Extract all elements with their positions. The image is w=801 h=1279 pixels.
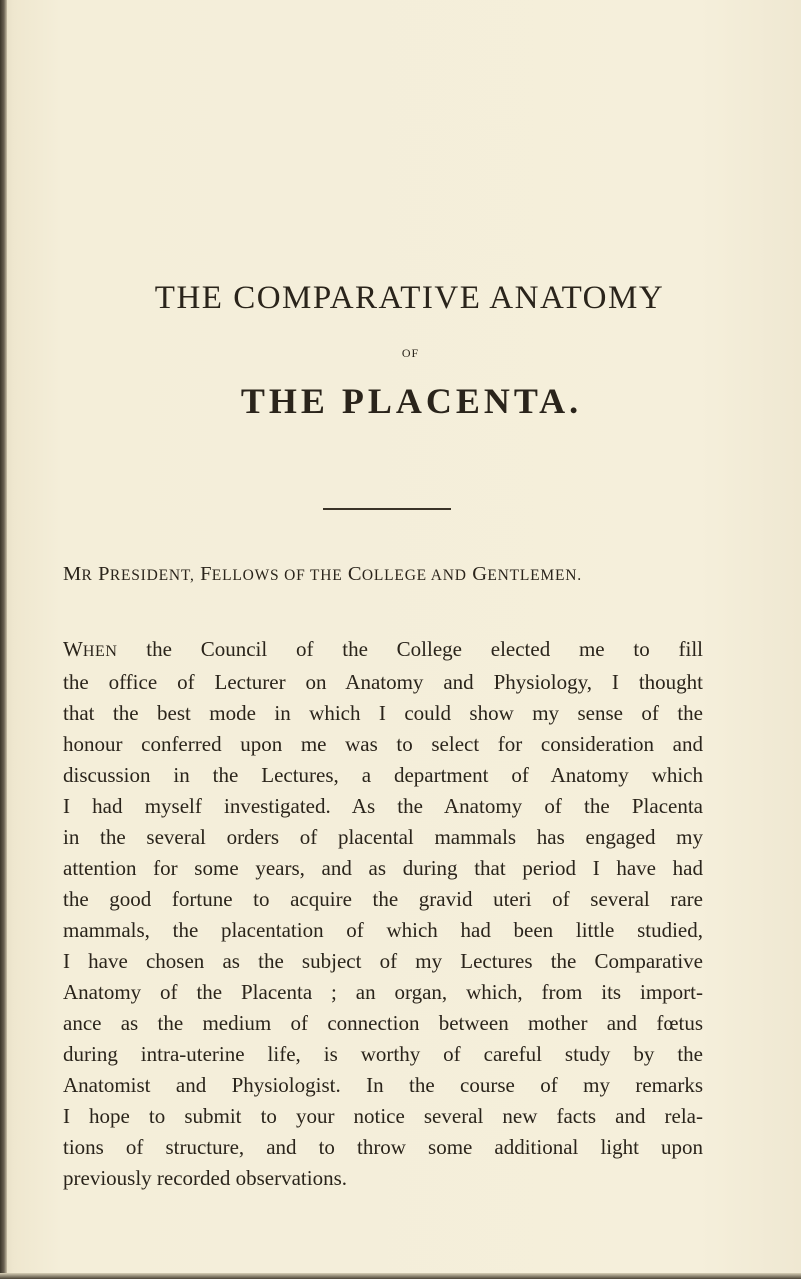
salutation-word: GENTLEMEN.: [472, 563, 582, 585]
paragraph-line: I have chosen as the subject of my Lectures the Comparative: [63, 949, 703, 973]
paragraph-line: discussion in the Lectures, a department of Anatomy which: [63, 763, 703, 787]
title-divider-rule: [323, 508, 451, 510]
paragraph-line: Anatomy of the Placenta ; an organ, which, from its import-: [63, 980, 703, 1004]
salutation: [63, 563, 763, 586]
paragraph-line: the good fortune to acquire the gravid uteri of several rare: [63, 887, 703, 911]
salutation-word: MR: [63, 563, 93, 585]
body-paragraph: [63, 634, 703, 1194]
paragraph-line: mammals, the placentation of which had been little studied,: [63, 918, 703, 942]
paragraph-line: during intra-uterine life, is worthy of careful study by the: [63, 1042, 703, 1066]
paragraph-line: that the best mode in which I could show my sense of the: [63, 701, 703, 725]
paragraph-line: in the several orders of placental mammals has engaged my: [63, 825, 703, 849]
title-of: OF: [401, 346, 420, 360]
lead-small-caps: HEN: [82, 643, 118, 660]
paragraph-line: previously recorded observations.: [63, 1166, 348, 1190]
page-bottom-edge: [0, 1273, 801, 1279]
paragraph-line: I had myself investigated. As the Anatomy of the Placenta: [63, 794, 703, 818]
title-line-1: THE COMPARATIVE ANATOMY: [154, 280, 665, 316]
paragraph-line: honour conferred upon me was to select for consideration and: [63, 732, 703, 756]
salutation-word: FELLOWS OF THE: [200, 563, 343, 585]
title-line-2: THE PLACENTA.: [240, 381, 583, 421]
salutation-word: COLLEGE AND: [347, 563, 467, 585]
first-line-text: the Council of the College elected me to fill: [117, 637, 703, 661]
paragraph-line: Anatomist and Physiologist. In the course of my remarks: [63, 1073, 703, 1097]
paragraph-line: the office of Lecturer on Anatomy and Physiology, I thought: [63, 670, 703, 694]
paragraph-line: [63, 634, 703, 667]
page-binding-edge: [0, 0, 7, 1279]
paragraph-line: ance as the medium of connection between mother and fœtus: [63, 1011, 703, 1035]
paragraph-line: attention for some years, and as during that period I have had: [63, 856, 703, 880]
paragraph-line: I hope to submit to your notice several new facts and rela-: [63, 1104, 703, 1128]
lead-initial: W: [63, 637, 83, 661]
paragraph-line: tions of structure, and to throw some additional light upon: [63, 1135, 703, 1159]
salutation-word: PRESIDENT,: [98, 563, 195, 585]
